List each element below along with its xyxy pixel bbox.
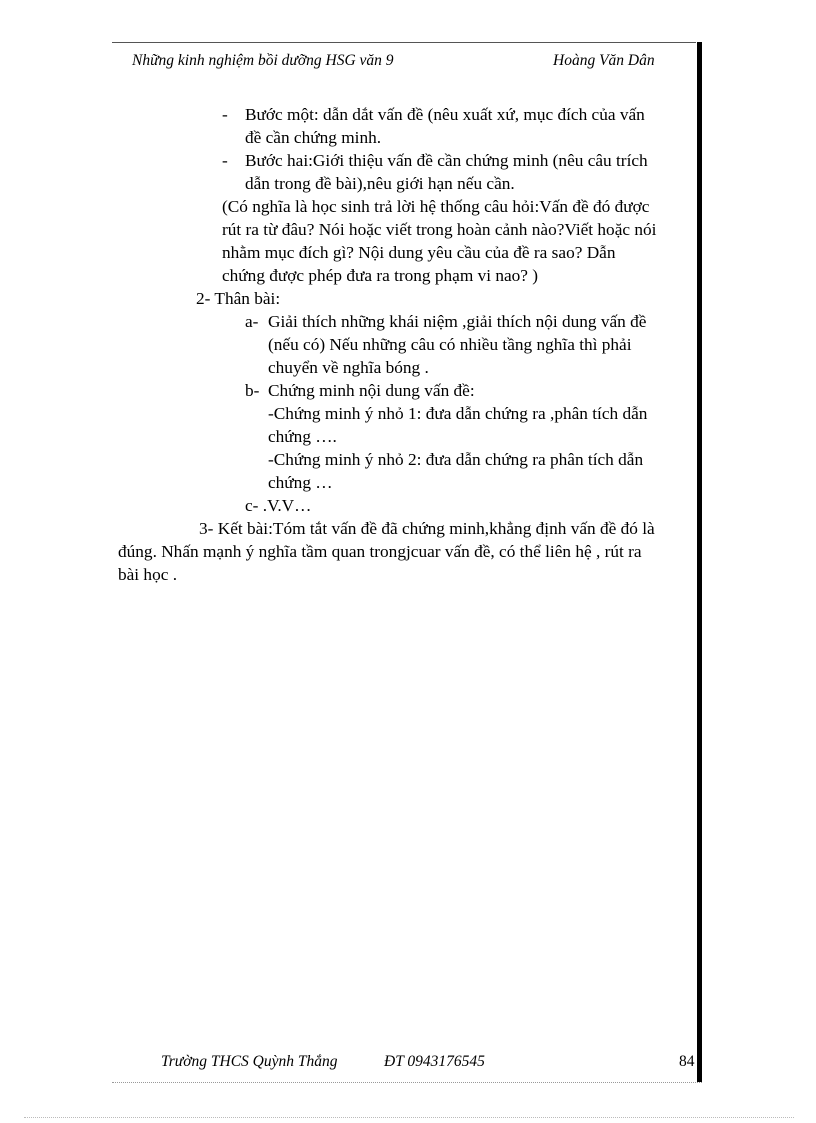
bullet-marker: -	[222, 151, 228, 170]
page-border-shadow	[697, 42, 702, 1082]
page-number: 84	[679, 1053, 695, 1070]
b-point1-line1: -Chứng minh ý nhỏ 1: đưa dẫn chứng ra ,phân tích dẫn	[268, 404, 648, 423]
note-line2: rút ra từ đâu? Nói hoặc viết trong hoàn cảnh nào?Viết hoặc nói	[222, 220, 657, 239]
note-line3: nhằm mục đích gì? Nội dung yêu cầu của đề ra sao? Dẫn	[222, 243, 616, 262]
header-author: Hoàng Văn Dân	[553, 52, 655, 69]
section3-line1: 3- Kết bài:Tóm tắt vấn đề đã chứng minh,khẳng định vấn đề đó là	[199, 519, 655, 538]
step2-line2: dẫn trong đề bài),nêu giới hạn nếu cần.	[245, 174, 515, 193]
section3-line3: bài học .	[118, 565, 178, 584]
footer-school: Trường THCS Quỳnh Thắng	[161, 1053, 338, 1070]
section2-heading: 2- Thân bài:	[196, 289, 281, 308]
item-b-label: b-	[245, 381, 260, 400]
b-point2-line2: chứng …	[268, 473, 333, 492]
header-title: Những kinh nghiệm bồi dưỡng HSG văn 9	[132, 52, 394, 69]
header-rule	[112, 42, 696, 43]
b-line1: Chứng minh nội dung vấn đề:	[268, 381, 475, 400]
c-line: c- .V.V…	[245, 496, 312, 515]
step1-line2: đề cần chứng minh.	[245, 128, 382, 147]
b-point1-line2: chứng ….	[268, 427, 337, 446]
section3-line2: đúng. Nhấn mạnh ý nghĩa tầm quan trongjcuar vấn đề, có thể liên hệ , rút ra	[118, 542, 642, 561]
b-point2-line1: -Chứng minh ý nhỏ 2: đưa dẫn chứng ra phân tích dẫn	[268, 450, 644, 469]
step1-line1: Bước một: dẫn dắt vấn đề (nêu xuất xứ, mục đích của vấn	[245, 105, 645, 124]
bullet-marker: -	[222, 105, 228, 124]
footer-phone: ĐT 0943176545	[384, 1053, 485, 1070]
step2-line1: Bước hai:Giới thiệu vấn đề cần chứng minh (nêu câu trích	[245, 151, 648, 170]
a-line2: (nếu có) Nếu những câu có nhiều tầng nghĩa thì phải	[268, 335, 632, 354]
a-line1: Giải thích những khái niệm ,giải thích nội dung vấn đề	[268, 312, 647, 331]
note-line1: (Có nghĩa là học sinh trả lời hệ thống câu hỏi:Vấn đề đó được	[222, 197, 650, 216]
footer-rule	[112, 1082, 702, 1083]
a-line3: chuyển về nghĩa bóng .	[268, 358, 429, 377]
page-edge	[24, 1117, 794, 1118]
note-line4: chứng được phép đưa ra trong phạm vi nao? )	[222, 266, 539, 285]
item-a-label: a-	[245, 312, 259, 331]
